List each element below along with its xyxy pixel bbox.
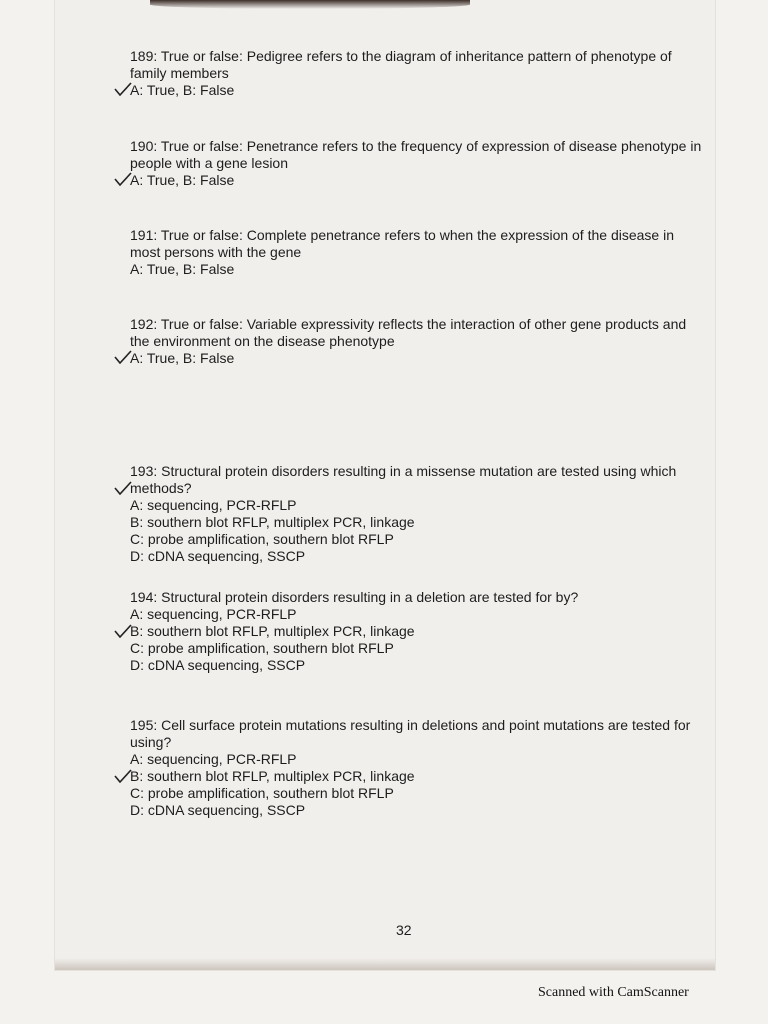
- answer-option: A: True, B: False: [130, 350, 235, 366]
- checkmark-icon: [114, 769, 132, 783]
- checkmark-icon: [114, 624, 132, 638]
- question-text: 192: True or false: Variable expressivity reflects the interaction of other gene products and the environment on the disease phenotype: [130, 316, 687, 349]
- answer-option: A: sequencing, PCR-RFLP: [130, 751, 297, 767]
- question-text: 194: Structural protein disorders resulting in a deletion are tested for by?: [130, 589, 579, 605]
- page-number: 32: [396, 922, 412, 938]
- answer-option: A: sequencing, PCR-RFLP: [130, 497, 297, 513]
- checkmark-icon: [114, 82, 132, 96]
- question-text: 195: Cell surface protein mutations resulting in deletions and point mutations are tested for using?: [130, 717, 691, 750]
- question-190: [130, 138, 705, 189]
- question-text: 190: True or false: Penetrance refers to the frequency of expression of disease phenotype in people with a gene lesion: [130, 138, 702, 171]
- answer-option: A: True, B: False: [130, 172, 235, 188]
- answer-option: C: probe amplification, southern blot RFLP: [130, 640, 394, 656]
- answer-option: C: probe amplification, southern blot RFLP: [130, 785, 394, 801]
- checkmark-icon: [114, 172, 132, 186]
- scanner-watermark: Scanned with CamScanner: [538, 985, 689, 1000]
- question-text: 189: True or false: Pedigree refers to the diagram of inheritance pattern of phenotype of family members: [130, 48, 672, 81]
- answer-option: D: cDNA sequencing, SSCP: [130, 657, 306, 673]
- answer-option: D: cDNA sequencing, SSCP: [130, 548, 306, 564]
- question-189: [130, 48, 705, 99]
- answer-option: B: southern blot RFLP, multiplex PCR, linkage: [130, 768, 415, 784]
- question-text: 193: Structural protein disorders resulting in a missense mutation are tested using which methods?: [130, 463, 677, 496]
- top-shadow: [150, 0, 470, 9]
- question-195: [130, 717, 705, 819]
- answer-option: A: sequencing, PCR-RFLP: [130, 606, 297, 622]
- answer-option: A: True, B: False: [130, 261, 235, 277]
- question-192: [130, 316, 705, 367]
- answer-option: C: probe amplification, southern blot RFLP: [130, 531, 394, 547]
- question-193: [130, 463, 705, 565]
- checkmark-icon: [114, 350, 132, 364]
- answer-option: B: southern blot RFLP, multiplex PCR, linkage: [130, 623, 415, 639]
- page-bottom-edge: [55, 958, 715, 970]
- question-191: [130, 227, 705, 278]
- checkmark-icon: [114, 481, 132, 495]
- answer-option: A: True, B: False: [130, 82, 235, 98]
- question-text: 191: True or false: Complete penetrance refers to when the expression of the disease in most persons with the gene: [130, 227, 674, 260]
- answer-option: B: southern blot RFLP, multiplex PCR, linkage: [130, 514, 415, 530]
- answer-option: D: cDNA sequencing, SSCP: [130, 802, 306, 818]
- question-194: [130, 589, 705, 674]
